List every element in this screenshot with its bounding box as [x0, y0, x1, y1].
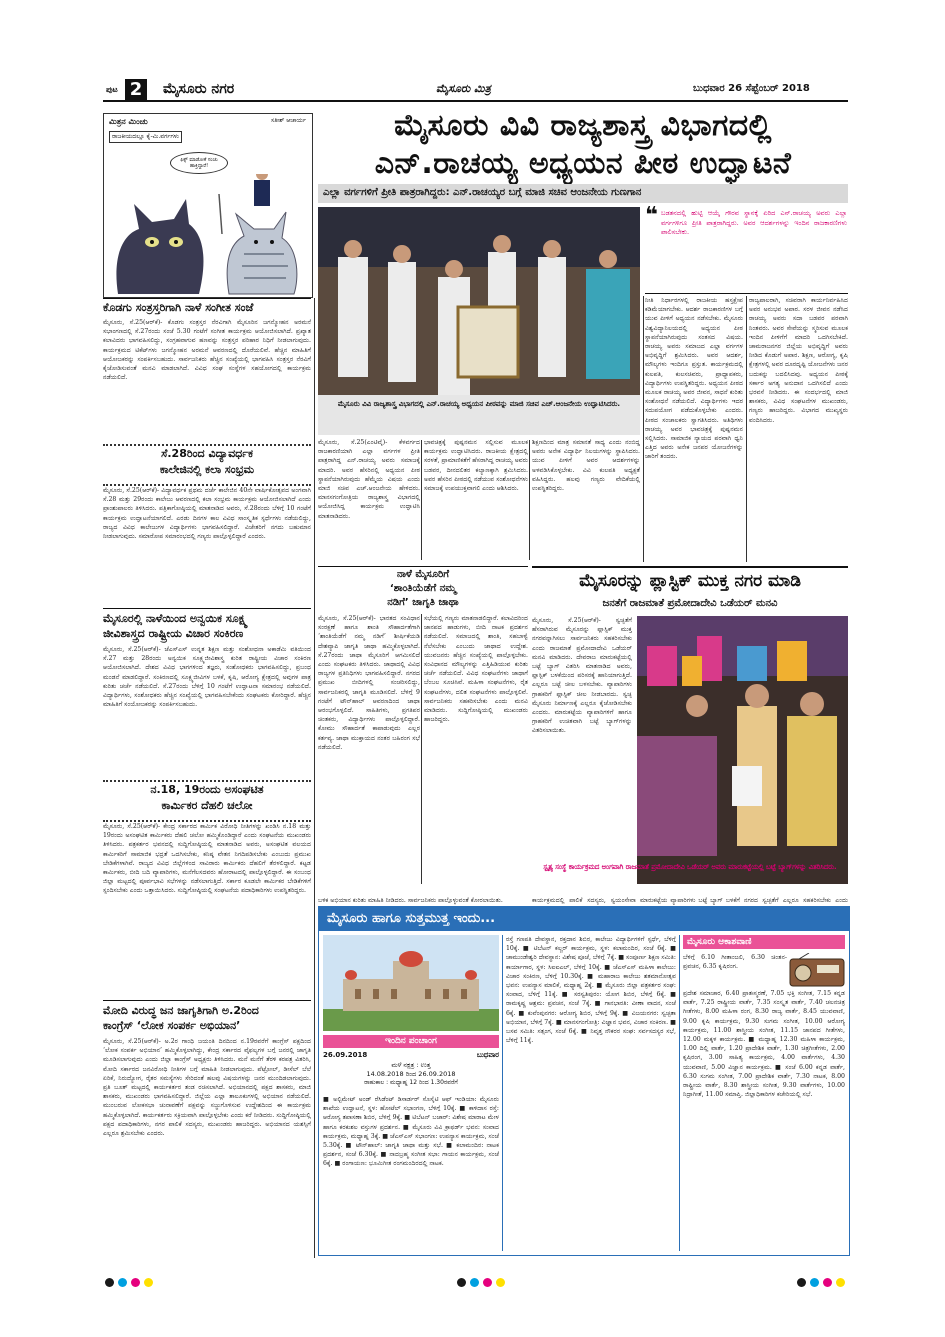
left-column-divider	[314, 298, 315, 1258]
registration-dot	[836, 1278, 845, 1287]
mid-article-body-1: ಮೈಸೂರು, ಸೆ.25(ಆರ್‌ಕೆ)- ಭಾರತದ ಸಂವಿಧಾನ ಸಂರಕ್ಷಣೆ ಹಾಗೂ ಶಾಂತಿ ಸೌಹಾರ್ದತೆಗಾಗಿ ‘ಶಾಂತಿಯೆಡೆಗೆ ನಮ್ಮ ನಡಿಗೆ’ ಶೀರ್ಷಿಕೆಯಡಿ ದೇಶವ್ಯಾಪಿ ಜಾಗೃತಿ ಜಾಥಾ ಹಮ್ಮಿಕೊಳ್ಳಲಾಗಿದೆ. ಸೆ.27ರಂದು ಜಾಥಾ ಮೈಸೂರಿಗೆ ಆಗಮಿಸಲಿದೆ ಎಂದು ಸಂಘಟಕರು ತಿಳಿಸಿದರು. ಜಾಥಾದಲ್ಲಿ ವಿವಿಧ ರಾಜ್ಯಗಳ ಪ್ರತಿನಿಧಿಗಳು ಭಾಗವಹಿಸಲಿದ್ದಾರೆ. ನಗರದ ಪ್ರಮುಖ ಬೀದಿಗಳಲ್ಲಿ ಸಂಚರಿಸಲಿದ್ದು, ಸಾರ್ವಜನಿಕರಲ್ಲಿ ಜಾಗೃತಿ ಮೂಡಿಸಲಿದೆ. ಬೆಳಿಗ್ಗೆ 9 ಗಂಟೆಗೆ ಟೌನ್‌ಹಾಲ್ ಆವರಣದಿಂದ ಜಾಥಾ ಆರಂಭಗೊಳ್ಳಲಿದೆ. ಸಾಹಿತಿಗಳು, ಪ್ರಗತಿಪರ ಚಿಂತಕರು, ವಿದ್ಯಾರ್ಥಿಗಳು ಪಾಲ್ಗೊಳ್ಳಲಿದ್ದಾರೆ. ಕೋಮು ಸೌಹಾರ್ದತೆ ಕಾಪಾಡುವುದು ಎಲ್ಲರ ಕರ್ತವ್ಯ. ಜಾಥಾ ಮುಕ್ತಾಯದ ನಂತರ ಬಹಿರಂಗ ಸಭೆ ನಡೆಯಲಿದೆ.	[318, 615, 420, 751]
registration-dot	[797, 1278, 806, 1287]
registration-dot	[144, 1278, 153, 1287]
registration-dot	[496, 1278, 505, 1287]
lead-col-divider-1	[421, 440, 422, 560]
radio-schedule-2: ಪ್ರದೇಶ ಸಮಾಚಾರ, 6.40 ಪ್ರಾತಃಸ್ಮರಣೆ, 7.05 ಭಕ್ತಿ ಸಂಗೀತ, 7.15 ಕನ್ನಡ ವಾರ್ತೆ, 7.25 ರಾಷ್ಟ್ರೀಯ ವಾರ್ತೆ, 7.35 ಸಂಸ್ಕೃತ ವಾರ್ತೆ, 7.40 ಚಲನಚಿತ್ರ ಗೀತೆಗಳು, 8.00 ಮಹಿಳಾ ರಂಗ, 8.30 ರಾಜ್ಯ ವಾರ್ತೆ, 8.45 ಯುವವಾಣಿ, 9.00 ಕೃಷಿ ಕಾರ್ಯಕ್ರಮ, 9.30 ಸುಗಮ ಸಂಗೀತ, 10.00 ಆರೋಗ್ಯ ಕಾರ್ಯಕ್ರಮ, 11.00 ಶಾಸ್ತ್ರೀಯ ಸಂಗೀತ, 11.15 ಜಾನಪದ ಗೀತೆಗಳು, 12.00 ಮಕ್ಕಳ ಕಾರ್ಯಕ್ರಮ. ■ ಮಧ್ಯಾಹ್ನ 12.30 ಮಹಿಳಾ ಕಾರ್ಯಕ್ರಮ, 1.00 ದಿಲ್ಲಿ ವಾರ್ತೆ, 1.20 ಪ್ರಾದೇಶಿಕ ವಾರ್ತೆ, 1.30 ಚಿತ್ರಗೀತೆಗಳು, 2.00 ಕೃಷಿರಂಗ, 3.00 ಸಾಹಿತ್ಯ ಕಾರ್ಯಕ್ರಮ, 4.00 ವಾರ್ತೆಗಳು, 4.30 ಯುವವಾಣಿ, 5.00 ವಿಜ್ಞಾನ ಕಾರ್ಯಕ್ರಮ. ■ ಸಂಜೆ 6.00 ಕನ್ನಡ ವಾರ್ತೆ, 6.30 ಸುಗಮ ಸಂಗೀತ, 7.00 ಪ್ರಾದೇಶಿಕ ವಾರ್ತೆ, 7.30 ನಾಟಕ, 8.00 ರಾಷ್ಟ್ರೀಯ ವಾರ್ತೆ, 8.30 ಶಾಸ್ತ್ರೀಯ ಸಂಗೀತ, 9.30 ವಾರ್ತೆಗಳು, 10.00 ನಿದ್ರಾಗೀತೆ, 11.00 ಸಮಾಪ್ತಿ. ಜಿಲ್ಲಾಧಿಕಾರಿಗಳ ಕಚೇರಿಯಲ್ಲಿ ಸಭೆ.	[683, 990, 845, 1099]
issue-date: ಬುಧವಾರ 26 ಸೆಪ್ಟೆಂಬರ್ 2018	[693, 83, 810, 94]
mid-article-title-3: ನಡಿಗೆ’ ಜಾಗೃತಿ ಜಾಥಾ	[387, 597, 459, 608]
lead-col-divider-4	[746, 296, 747, 562]
registration-dot	[823, 1278, 832, 1287]
lead-body-col-3: ಶಿಕ್ಷಣದಿಂದ ಮಾತ್ರ ಸಮಾನತೆ ಸಾಧ್ಯ ಎಂದು ನಂಬಿದ್ದ ಅವರು ಅನೇಕ ವಿದ್ಯಾರ್ಥಿ ನಿಲಯಗಳನ್ನು ಸ್ಥಾಪಿಸಿದರು. ಯುವ ಪೀಳಿಗೆ ಅವರ ಆದರ್ಶಗಳನ್ನು ಅಳವಡಿಸಿಕೊಳ್ಳಬೇಕು. ವಿವಿ ಕುಲಪತಿ ಅಧ್ಯಕ್ಷತೆ ವಹಿಸಿದ್ದರು. ಹಲವು ಗಣ್ಯರು ವೇದಿಕೆಯಲ್ಲಿ ಉಪಸ್ಥಿತರಿದ್ದರು.	[532, 439, 640, 493]
bubble-text: ಫಿಕ್ಸ್ ಮಾಡೋಕೆ ಸಂಚು ಹಾಕ್ತಿದ್ದಾರೆ!	[180, 157, 218, 169]
left-article-3-title-2: ಜೀವಿಶಾಸ್ತ್ರದ ರಾಷ್ಟ್ರೀಯ ವಿಚಾರ ಸಂಕಿರಣ	[103, 627, 244, 640]
mid-col-divider	[421, 614, 422, 884]
palace-photo	[323, 935, 499, 1031]
cartoon-box	[103, 113, 313, 298]
lead-body-col-1: ಮೈಸೂರು, ಸೆ.25(ಎಂಟಿವೈ)- ಕೆಳವರ್ಗದ ರಾಜಕಾರಣಿಯಾಗಿ ಎಲ್ಲಾ ವರ್ಗಗಳ ಪ್ರೀತಿ ಪಾತ್ರರಾಗಿದ್ದ ಎನ್.ರಾಚಯ್ಯ ಅವರು ಸಮಾಜಕ್ಕೆ ಮಾದರಿ. ಅವರ ಹೆಸರಿನಲ್ಲಿ ಅಧ್ಯಯನ ಪೀಠ ಸ್ಥಾಪನೆಯಾಗಿರುವುದು ಹೆಮ್ಮೆಯ ವಿಷಯ ಎಂದು ಮಾಜಿ ಸಚಿವ ಎಚ್.ಆಂಜನೇಯ ಹೇಳಿದರು. ಮಾನಸಗಂಗೋತ್ರಿಯ ರಾಜ್ಯಶಾಸ್ತ್ರ ವಿಭಾಗದಲ್ಲಿ ಆಯೋಜಿಸಿದ್ದ ಕಾರ್ಯಕ್ರಮ ಉದ್ಘಾಟಿಸಿ ಮಾತನಾಡಿದರು.	[318, 439, 420, 520]
registration-dot	[105, 1278, 114, 1287]
lead-body-col-2: ಭಾವಚಿತ್ರಕ್ಕೆ ಪುಷ್ಪನಮನ ಸಲ್ಲಿಸುವ ಮೂಲಕ ಕಾರ್ಯಕ್ರಮ ಉದ್ಘಾಟಿಸಿದರು. ರಾಜಕೀಯ ಕ್ಷೇತ್ರದಲ್ಲಿ ಸರಳತೆ, ಪ್ರಾಮಾಣಿಕತೆಗೆ ಹೆಸರಾಗಿದ್ದ ರಾಚಯ್ಯ ಅವರು ಬಡವರ, ದೀನದಲಿತರ ಕಲ್ಯಾಣಕ್ಕಾಗಿ ಶ್ರಮಿಸಿದರು. ಅವರ ಹೆಸರಿನ ಪೀಠದಲ್ಲಿ ನಡೆಯುವ ಸಂಶೋಧನೆಗಳು ಸಮಾಜಕ್ಕೆ ಉಪಯುಕ್ತವಾಗಲಿ ಎಂದು ಆಶಿಸಿದರು.	[424, 439, 528, 493]
lead-body-right-col-2: ರಾಜ್ಯಪಾಲರಾಗಿ, ಸಚಿವರಾಗಿ ಕಾರ್ಯನಿರ್ವಹಿಸಿದ ಅವರ ಅನುಭವ ಅಪಾರ. ಸರಳ ಜೀವನ ನಡೆಸಿದ ರಾಚಯ್ಯ ಅವರು ಸದಾ ಬಡವರ ಪರವಾಗಿ ನಿಂತವರು. ಅವರ ಸೇವೆಯನ್ನು ಸ್ಮರಿಸುವ ಮೂಲಕ ಇಂದಿನ ಪೀಳಿಗೆಗೆ ಮಾದರಿ ಒದಗಿಸಬೇಕಿದೆ. ಚಾಮರಾಜನಗರ ಜಿಲ್ಲೆಯ ಅಭಿವೃದ್ಧಿಗೆ ಅವರು ನೀಡಿದ ಕೊಡುಗೆ ಅಪಾರ. ಶಿಕ್ಷಣ, ಆರೋಗ್ಯ, ಕೃಷಿ ಕ್ಷೇತ್ರಗಳಲ್ಲಿ ಅವರ ದೂರದೃಷ್ಟಿ ಯೋಜನೆಗಳು ಜನರ ಬದುಕನ್ನು ಬದಲಿಸಿದವು. ಅಧ್ಯಯನ ಪೀಠಕ್ಕೆ ಸರ್ಕಾರ ಅಗತ್ಯ ಅನುದಾನ ಒದಗಿಸಲಿದೆ ಎಂದು ಭರವಸೆ ನೀಡಿದರು. ಈ ಸಂದರ್ಭದಲ್ಲಿ ಮಾಜಿ ಶಾಸಕರು, ವಿವಿಧ ಸಂಘಟನೆಗಳ ಮುಖಂಡರು, ಗಣ್ಯರು ಹಾಜರಿದ್ದರು. ವಿಭಾಗದ ಮುಖ್ಯಸ್ಥರು ವಂದಿಸಿದರು.	[749, 297, 848, 424]
today-banner-text: ಮೈಸೂರು ಹಾಗೂ ಸುತ್ತಮುತ್ತ ಇಂದು...	[327, 911, 496, 926]
left-article-2-title-2: ಕಾಲೇಜಿನಲ್ಲಿ ಕಲಾ ಸಂಭ್ರಮ	[159, 463, 255, 476]
strip-body-3: ನಗರದ ಸ್ವಚ್ಛತೆಗೆ ಎಲ್ಲರೂ ಸಹಕರಿಸಬೇಕು ಎಂದು	[744, 897, 848, 904]
registration-dot	[118, 1278, 127, 1287]
lead-quote-rule	[645, 293, 848, 294]
left-article-3-body: ಮೈಸೂರು, ಸೆ.25(ಆರ್‌ಕೆ)- ಜೆಎಸ್‌ಎಸ್ ಉನ್ನತ ಶಿಕ್ಷಣ ಮತ್ತು ಸಂಶೋಧನಾ ಅಕಾಡೆಮಿ ವತಿಯಿಂದ ಸೆ.27 ಮತ್ತು 28ರಂದು ಅನ್ವಯಿಕ ಸೂಕ್ಷ್ಮಜೀವಿಶಾಸ್ತ್ರ ಕುರಿತ ರಾಷ್ಟ್ರೀಯ ವಿಚಾರ ಸಂಕಿರಣ ಆಯೋಜಿಸಲಾಗಿದೆ. ದೇಶದ ವಿವಿಧ ಭಾಗಗಳಿಂದ ತಜ್ಞರು, ಸಂಶೋಧಕರು ಭಾಗವಹಿಸಲಿದ್ದು, ಪ್ರಬಂಧ ಮಂಡನೆ ಮಾಡಲಿದ್ದಾರೆ. ಸಂಕಿರಣದಲ್ಲಿ ಸೂಕ್ಷ್ಮಜೀವಿಗಳ ಬಳಕೆ, ಕೃಷಿ, ಆರೋಗ್ಯ ಕ್ಷೇತ್ರದಲ್ಲಿ ಅವುಗಳ ಪಾತ್ರ ಕುರಿತು ಚರ್ಚೆ ನಡೆಯಲಿದೆ. ಸೆ.27ರಂದು ಬೆಳಿಗ್ಗೆ 10 ಗಂಟೆಗೆ ಉದ್ಘಾಟನಾ ಸಮಾರಂಭ ನಡೆಯಲಿದೆ. ವಿದ್ಯಾರ್ಥಿಗಳು, ಸಂಶೋಧಕರು ಹೆಚ್ಚಿನ ಸಂಖ್ಯೆಯಲ್ಲಿ ಭಾಗವಹಿಸಬೇಕೆಂದು ಸಂಘಟಕರು ಕೋರಿದ್ದಾರೆ. ಹೆಚ್ಚಿನ ಮಾಹಿತಿಗೆ ಸಂಯೋಜಕರನ್ನು ಸಂಪರ್ಕಿಸಬಹುದು.	[103, 646, 311, 709]
palace-illustration	[323, 935, 499, 1031]
footer-dots-center	[455, 1272, 507, 1291]
left-article-1-body: ಮೈಸೂರು, ಸೆ.25(ಆರ್‌ಕೆ)- ಕೊಡಗು ಸಂತ್ರಸ್ತರ ನೆರವಿಗಾಗಿ ಮೈಸೂರಿನ ಜಗನ್ಮೋಹನ ಅರಮನೆ ಸಭಾಂಗಣದಲ್ಲಿ ಸೆ.27ರಂದು ಸಂಜೆ 5.30 ಗಂಟೆಗೆ ಸಂಗೀತ ಕಾರ್ಯಕ್ರಮ ಆಯೋಜಿಸಲಾಗಿದೆ. ಪ್ರಖ್ಯಾತ ಕಲಾವಿದರು ಭಾಗವಹಿಸಲಿದ್ದು, ಸಂಗ್ರಹವಾಗುವ ಹಣವನ್ನು ಸಂತ್ರಸ್ತರ ಪರಿಹಾರ ನಿಧಿಗೆ ನೀಡಲಾಗುವುದು. ಕಾರ್ಯಕ್ರಮದ ಟಿಕೆಟ್‌ಗಳು ಜಗನ್ಮೋಹನ ಅರಮನೆ ಆವರಣದಲ್ಲಿ ದೊರೆಯಲಿವೆ. ಹೆಚ್ಚಿನ ಮಾಹಿತಿಗೆ ಆಯೋಜಕರನ್ನು ಸಂಪರ್ಕಿಸಬಹುದು. ಸಾರ್ವಜನಿಕರು ಹೆಚ್ಚಿನ ಸಂಖ್ಯೆಯಲ್ಲಿ ಭಾಗವಹಿಸಿ ಸಂತ್ರಸ್ತರ ನೆರವಿಗೆ ಕೈಜೋಡಿಸುವಂತೆ ಮನವಿ ಮಾಡಲಾಗಿದೆ. ವಿವಿಧ ಸಂಘ ಸಂಸ್ಥೆಗಳ ಸಹಯೋಗದಲ್ಲಿ ಕಾರ್ಯಕ್ರಮ ನಡೆಯಲಿದೆ.	[103, 319, 311, 382]
radio-schedule: ಬೆಳಿಗ್ಗೆ 6.10 ಗೀತಾಂಜಲಿ, 6.30 ಚಿಂತನ-ಪ್ರವಚನ, 6.35 ಕೃಷಿರಂಗ.	[683, 954, 787, 971]
cartoon-caption: ರಾಜಕೀಯದಲ್ಲೂ ಕೈ-ಮಿ.ವರ್ಗಗಳು	[109, 131, 182, 143]
left-article-1-title: ಕೊಡಗು ಸಂತ್ರಸ್ತರಿಗಾಗಿ ನಾಳೆ ಸಂಗೀತ ಸಂಜೆ	[103, 301, 254, 314]
lead-headline-line-2: ಎನ್.ರಾಚಯ್ಯ ಅಧ್ಯಯನ ಪೀಠ ಉದ್ಘಾಟನೆ	[374, 146, 792, 181]
left-article-4-box	[103, 780, 311, 822]
masthead: ಮೈಸೂರು ಮಿತ್ರ	[436, 82, 491, 95]
today-events-col-2: ರಸ್ತೆ ಗಣಪತಿ ದೇವಸ್ಥಾನ, ರಕ್ತದಾನ ಶಿಬಿರ, ಕಾಲೇಜು ವಿದ್ಯಾರ್ಥಿಗಳಿಗೆ ಸ್ಪರ್ಧೆ, ಬೆಳಿಗ್ಗೆ 10ಕ್ಕೆ. ■ ಟಿಬೆಟನ್ ಕಲ್ಚರ್ ಕಾರ್ಯಕ್ರಮ, ಸ್ಥಳ: ಕಲಾಮಂದಿರ, ಸಂಜೆ 6ಕ್ಕೆ. ■ ಚಾಮುಂಡೇಶ್ವರಿ ದೇವಸ್ಥಾನ: ವಿಶೇಷ ಪೂಜೆ, ಬೆಳಿಗ್ಗೆ 7ಕ್ಕೆ. ■ ಸಂಪೂರ್ಣ ಶಿಕ್ಷಣ ಸಮಿತಿ: ಕಾರ್ಯಾಗಾರ, ಸ್ಥಳ: ಸಿಐಐಎಲ್, ಬೆಳಿಗ್ಗೆ 10ಕ್ಕೆ. ■ ಜೆಎಸ್‌ಎಸ್ ಮಹಿಳಾ ಕಾಲೇಜು: ವಿಚಾರ ಸಂಕಿರಣ, ಬೆಳಿಗ್ಗೆ 10.30ಕ್ಕೆ. ■ ಮಹಾರಾಜ ಕಾಲೇಜು ಶತಮಾನೋತ್ಸವ ಭವನ: ಉಪನ್ಯಾಸ ಮಾಲಿಕೆ, ಮಧ್ಯಾಹ್ನ 2ಕ್ಕೆ. ■ ಮೈಸೂರು ಜಿಲ್ಲಾ ಪತ್ರಕರ್ತರ ಸಂಘ: ಸಂವಾದ, ಬೆಳಿಗ್ಗೆ 11ಕ್ಕೆ. ■ ಸರಸ್ವತಿಪುರಂ: ಯೋಗ ಶಿಬಿರ, ಬೆಳಿಗ್ಗೆ 6ಕ್ಕೆ. ■ ರಾಮಕೃಷ್ಣ ಆಶ್ರಮ: ಪ್ರವಚನ, ಸಂಜೆ 7ಕ್ಕೆ. ■ ಗಾನಭಾರತಿ: ವೀಣಾ ವಾದನ, ಸಂಜೆ 6ಕ್ಕೆ. ■ ಕುವೆಂಪುನಗರ: ಆರೋಗ್ಯ ಶಿಬಿರ, ಬೆಳಿಗ್ಗೆ 9ಕ್ಕೆ. ■ ವಿಜಯನಗರ: ಸ್ವಚ್ಛತಾ ಅಭಿಯಾನ, ಬೆಳಿಗ್ಗೆ 7ಕ್ಕೆ. ■ ಮಾನಸಗಂಗೋತ್ರಿ: ವಿಜ್ಞಾನ ಭವನ, ವಿಚಾರ ಸಂಕಿರಣ. ■ ಬಸವ ಸಮಿತಿ: ಸತ್ಸಂಗ, ಸಂಜೆ 6ಕ್ಕೆ. ■ ನಿವೃತ್ತ ನೌಕರರ ಸಂಘ: ಸರ್ವಸದಸ್ಯರ ಸಭೆ, ಬೆಳಿಗ್ಗೆ 11ಕ್ಕೆ.	[506, 936, 676, 1045]
cartoon-drawing	[104, 174, 312, 296]
section-title: ಮೈಸೂರು ನಗರ	[163, 81, 235, 97]
lead-subhead	[318, 184, 848, 203]
left-rule-5	[103, 1000, 311, 1001]
lead-headline	[318, 108, 848, 182]
cartoon-artist: ಸತೀಶ್ ಆಚಾರ್ಯ	[271, 117, 306, 124]
rahukala: ರಾಹುಕಾಲ : ಮಧ್ಯಾಹ್ನ 12 ರಿಂದ 1.30ರವರೆಗೆ	[364, 1079, 458, 1086]
lead-quote-text: ಬಡತನದಲ್ಲಿ ಹುಟ್ಟಿ ಆಯ್ಕೆ ಗೌರವ ಸ್ಥಾನಕ್ಕೆ ಏರಿದ ಎನ್.ರಾಚಯ್ಯ ಅವರು ಎಲ್ಲಾ ವರ್ಗಗಳಿಗೂ ಪ್ರೀತಿ ಪಾತ್ರರಾಗಿದ್ದರು. ಅವರ ಆದರ್ಶಗಳನ್ನು ಇಂದಿನ ರಾಜಕಾರಣಿಗಳು ಪಾಲಿಸಬೇಕು.	[661, 209, 847, 236]
left-rule-1	[103, 298, 311, 299]
lead-quote-box	[645, 203, 848, 291]
left-article-5-title-2: ಕಾಂಗ್ರೆಸ್ ‘ಲೋಕ ಸಂಪರ್ಕ ಅಭಿಯಾನ’	[103, 1019, 241, 1032]
mid-article-body-2: ಸಭೆಯಲ್ಲಿ ಗಣ್ಯರು ಮಾತನಾಡಲಿದ್ದಾರೆ. ಕಲಾವಿದರಿಂದ ಜಾನಪದ ಹಾಡುಗಳು, ಬೀದಿ ನಾಟಕ ಪ್ರದರ್ಶನ ನಡೆಯಲಿದೆ. ಸಮಾಜದಲ್ಲಿ ಶಾಂತಿ, ಸಹಬಾಳ್ವೆ ನೆಲೆಸಬೇಕು ಎಂಬುದು ಜಾಥಾದ ಉದ್ದೇಶ. ಯುವಜನರು ಹೆಚ್ಚಿನ ಸಂಖ್ಯೆಯಲ್ಲಿ ಪಾಲ್ಗೊಳ್ಳಬೇಕು. ಸಂವಿಧಾನದ ಮೌಲ್ಯಗಳನ್ನು ಎತ್ತಿಹಿಡಿಯುವ ಕುರಿತು ಚರ್ಚೆ ನಡೆಯಲಿದೆ. ವಿವಿಧ ಸಂಘಟನೆಗಳು ಜಾಥಾಗೆ ಬೆಂಬಲ ಸೂಚಿಸಿವೆ. ಮಹಿಳಾ ಸಂಘಟನೆಗಳು, ರೈತ ಸಂಘಟನೆಗಳು, ದಲಿತ ಸಂಘಟನೆಗಳು ಪಾಲ್ಗೊಳ್ಳಲಿವೆ. ಸಾರ್ವಜನಿಕರು ಸಹಕರಿಸಬೇಕು ಎಂದು ಮನವಿ ಮಾಡಿದರು. ಸುದ್ದಿಗೋಷ್ಠಿಯಲ್ಲಿ ಮುಖಂಡರು ಹಾಜರಿದ್ದರು.	[424, 615, 528, 724]
mid-article-title-1: ನಾಳೆ ಮೈಸೂರಿಗೆ	[396, 569, 450, 580]
mid-strip-body: ಬಳಿಕ ಅಭಿಯಾನ ಕುರಿತು ಮಾಹಿತಿ ನೀಡಿದರು. ಸಾರ್ವಜನಿಕರು ಪಾಲ್ಗೊಳ್ಳುವಂತೆ ಕೋರಲಾಯಿತು.	[318, 897, 503, 904]
radio-title: ಮೈಸೂರು ಆಕಾಶವಾಣಿ	[687, 937, 752, 947]
strip-body-2: ಮಾರುಕಟ್ಟೆಯ ವ್ಯಾಪಾರಿಗಳು ಬಟ್ಟೆ ಬ್ಯಾಗ್ ಬಳಕೆಗೆ	[640, 897, 740, 904]
nakshatra: ಮಳೆ ನಕ್ಷತ್ರ : ಉತ್ತ	[391, 1061, 431, 1069]
footer-dots-right	[795, 1272, 847, 1291]
left-article-5-title: ಮೋದಿ ವಿರುದ್ಧ ಜನ ಜಾಗೃತಿಗಾಗಿ ಅ.2ರಿಂದ	[103, 1004, 259, 1017]
registration-dot	[470, 1278, 479, 1287]
page-number-box	[103, 80, 153, 100]
today-events-col-1: ■ ಅಲ್ಟಿಮೇಟ್ ಅಂಡ್ ರೆಸಿಡೆಂಟ್ ಡಿಸಾರ್ಡರ್ ಸೊಸೈಟಿ ಆಫ್ ಇಂಡಿಯಾ: ಮೈಸೂರು ಶಾಖೆಯ ಉದ್ಘಾಟನೆ, ಸ್ಥಳ: ಹೋಟೆಲ್ ಸಭಾಂಗಣ, ಬೆಳಿಗ್ಗೆ 10ಕ್ಕೆ. ■ ಕಾಳಿದಾಸ ರಸ್ತೆ: ಆರೋಗ್ಯ ತಪಾಸಣಾ ಶಿಬಿರ, ಬೆಳಿಗ್ಗೆ 9ಕ್ಕೆ. ■ ಟಿಬೆಟನ್ ಬಜಾರ್: ವಿಶೇಷ ಮಾರಾಟ ಮೇಳ ಹಾಗೂ ಕರಕುಶಲ ವಸ್ತುಗಳ ಪ್ರದರ್ಶನ. ■ ಮೈಸೂರು ವಿವಿ ಕ್ರಾಫರ್ಡ್ ಭವನ: ಸಂವಾದ ಕಾರ್ಯಕ್ರಮ, ಮಧ್ಯಾಹ್ನ 3ಕ್ಕೆ. ■ ಜೆಎಸ್‌ಎಸ್ ಸಭಾಂಗಣ: ಉಪನ್ಯಾಸ ಕಾರ್ಯಕ್ರಮ, ಸಂಜೆ 5.30ಕ್ಕೆ. ■ ಟೌನ್‌ಹಾಲ್: ಜಾಗೃತಿ ಜಾಥಾ ಮತ್ತು ಸಭೆ. ■ ಕಲಾಮಂದಿರ: ನಾಟಕ ಪ್ರದರ್ಶನ, ಸಂಜೆ 6.30ಕ್ಕೆ. ■ ನಾದಬ್ರಹ್ಮ ಸಂಗೀತ ಸಭಾ: ಗಾಯನ ಕಾರ್ಯಕ್ರಮ, ಸಂಜೆ 6ಕ್ಕೆ. ■ ರಂಗಾಯಣ: ಭೂಮಿಗೀತ ರಂಗಮಂದಿರದಲ್ಲಿ ನಾಟಕ.	[323, 1096, 499, 1168]
registration-dot	[457, 1278, 466, 1287]
footer-dots-left	[103, 1272, 155, 1291]
panchanga-day: ಬುಧವಾರ	[476, 1051, 499, 1059]
panchanga-title-bar	[323, 1035, 499, 1048]
lead-subhead-text: ಎಲ್ಲಾ ವರ್ಗಗಳಿಗೆ ಪ್ರೀತಿ ಪಾತ್ರರಾಗಿದ್ದರು: ಎನ್.ರಾಚಯ್ಯರ ಬಗ್ಗೆ ಮಾಜಿ ಸಚಿವ ಆಂಜನೇಯ ಗುಣಗಾನ	[323, 187, 642, 198]
radio-header	[683, 935, 845, 949]
plastic-subhead: ಜನತೆಗೆ ರಾಜಮಾತೆ ಪ್ರಮೋದಾದೇವಿ ಒಡೆಯರ್ ಮನವಿ	[602, 598, 778, 609]
plastic-headline-box	[532, 566, 848, 594]
panchanga-title: ಇಂದಿನ ಪಂಚಾಂಗ	[385, 1036, 437, 1046]
cartoon-title: ಮಿತ್ರನ ಮಿಂಚು	[109, 117, 148, 126]
lead-body-right-col-1: ನೀತಿ ನಿರ್ಧಾರಗಳಲ್ಲಿ ರಾಜಕೀಯ ಹಸ್ತಕ್ಷೇಪ ಕಡಿಮೆಯಾಗಬೇಕು. ಆದರ್ಶ ರಾಜಕಾರಣಿಗಳ ಬಗ್ಗೆ ಯುವ ಪೀಳಿಗೆ ಅಧ್ಯಯನ ನಡೆಸಬೇಕು. ಮೈಸೂರು ವಿಶ್ವವಿದ್ಯಾನಿಲಯದಲ್ಲಿ ಅಧ್ಯಯನ ಪೀಠ ಸ್ಥಾಪನೆಯಾಗಿರುವುದು ಸಂತಸದ ವಿಷಯ. ರಾಚಯ್ಯ ಅವರು ಸಮಾಜದ ಎಲ್ಲಾ ವರ್ಗಗಳ ಅಭಿವೃದ್ಧಿಗೆ ಶ್ರಮಿಸಿದರು. ಅವರ ಆದರ್ಶ, ಮೌಲ್ಯಗಳು ಇಂದಿಗೂ ಪ್ರಸ್ತುತ. ಕಾರ್ಯಕ್ರಮದಲ್ಲಿ ಕುಲಪತಿ, ಕುಲಸಚಿವರು, ಪ್ರಾಧ್ಯಾಪಕರು, ವಿದ್ಯಾರ್ಥಿಗಳು ಉಪಸ್ಥಿತರಿದ್ದರು. ಅಧ್ಯಯನ ಪೀಠದ ಮೂಲಕ ರಾಚಯ್ಯ ಅವರ ಜೀವನ, ಸಾಧನೆ ಕುರಿತು ಸಂಶೋಧನೆ ನಡೆಯಲಿದೆ. ವಿದ್ಯಾರ್ಥಿಗಳು ಇದರ ಸದುಪಯೋಗ ಪಡೆದುಕೊಳ್ಳಬೇಕು ಎಂದರು. ಪೀಠದ ಸಂಚಾಲಕರು ಸ್ವಾಗತಿಸಿದರು. ಅತಿಥಿಗಳು ರಾಚಯ್ಯ ಅವರ ಭಾವಚಿತ್ರಕ್ಕೆ ಪುಷ್ಪನಮನ ಸಲ್ಲಿಸಿದರು. ಸಾಮಾಜಿಕ ನ್ಯಾಯದ ಪರವಾಗಿ ಧ್ವನಿ ಎತ್ತಿದ ಅವರು ಅನೇಕ ಜನಪರ ಯೋಜನೆಗಳನ್ನು ಜಾರಿಗೆ ತಂದರು.	[645, 297, 743, 461]
plastic-caption-text: ಸ್ಟೃತ್ಯ ಸಂಸ್ಥೆ ಕಾರ್ಯಕ್ರಮದ ಅಂಗವಾಗಿ ರಾಜಮಾತೆ ಪ್ರಮೋದಾದೇವಿ ಒಡೆಯರ್ ಅವರು ಮಾರುಕಟ್ಟೆಯಲ್ಲಿ ಬಟ್ಟೆ ಬ್ಯಾಗ್‌ಗಳನ್ನು ವಿತರಿಸಿದರು.	[543, 863, 837, 871]
plastic-headline: ಮೈಸೂರನ್ನು ಪ್ಲಾಸ್ಟಿಕ್ ಮುಕ್ತ ನಗರ ಮಾಡಿ	[579, 571, 801, 591]
left-article-5-body: ಮೈಸೂರು, ಸೆ.25(ಆರ್‌ಕೆ)- ಅ.2ರ ಗಾಂಧಿ ಜಯಂತಿ ದಿನದಿಂದ ನ.19ರವರೆಗೆ ಕಾಂಗ್ರೆಸ್ ಪಕ್ಷದಿಂದ ‘ಲೋಕ ಸಂಪರ್ಕ ಅಭಿಯಾನ’ ಹಮ್ಮಿಕೊಳ್ಳಲಾಗಿದ್ದು, ಕೇಂದ್ರ ಸರ್ಕಾರದ ವೈಫಲ್ಯಗಳ ಬಗ್ಗೆ ಜನರಲ್ಲಿ ಜಾಗೃತಿ ಮೂಡಿಸಲಾಗುವುದು ಎಂದು ಜಿಲ್ಲಾ ಕಾಂಗ್ರೆಸ್ ಅಧ್ಯಕ್ಷರು ತಿಳಿಸಿದರು. ಮನೆ ಮನೆಗೆ ತೆರಳಿ ಕರಪತ್ರ ವಿತರಿಸಿ, ಮೋದಿ ಸರ್ಕಾರದ ಜನವಿರೋಧಿ ನೀತಿಗಳ ಬಗ್ಗೆ ಮಾಹಿತಿ ನೀಡಲಾಗುವುದು. ಪೆಟ್ರೋಲ್, ಡೀಸೆಲ್ ಬೆಲೆ ಏರಿಕೆ, ನಿರುದ್ಯೋಗ, ರೈತರ ಸಮಸ್ಯೆಗಳು ಸೇರಿದಂತೆ ಹಲವು ವಿಷಯಗಳನ್ನು ಜನರ ಮುಂದಿಡಲಾಗುವುದು. ಪ್ರತಿ ಬೂತ್ ಮಟ್ಟದಲ್ಲಿ ಕಾರ್ಯಕರ್ತರ ತಂಡ ರಚಿಸಲಾಗಿದೆ. ಅಭಿಯಾನದಲ್ಲಿ ಪಕ್ಷದ ಶಾಸಕರು, ಮಾಜಿ ಶಾಸಕರು, ಮುಖಂಡರು ಭಾಗವಹಿಸಲಿದ್ದಾರೆ. ಜಿಲ್ಲೆಯ ಎಲ್ಲಾ ತಾಲೂಕುಗಳಲ್ಲಿ ಅಭಿಯಾನ ನಡೆಯಲಿದೆ. ಮುಂಬರುವ ಲೋಕಸಭಾ ಚುನಾವಣೆಗೆ ಪಕ್ಷವನ್ನು ಸಜ್ಜುಗೊಳಿಸುವ ಉದ್ದೇಶದಿಂದ ಈ ಕಾರ್ಯಕ್ರಮ ಹಮ್ಮಿಕೊಳ್ಳಲಾಗಿದೆ. ಕಾರ್ಯಕರ್ತರು ಸಕ್ರಿಯವಾಗಿ ಪಾಲ್ಗೊಳ್ಳಬೇಕು ಎಂದು ಕರೆ ನೀಡಿದರು. ಸುದ್ದಿಗೋಷ್ಠಿಯಲ್ಲಿ ಪಕ್ಷದ ಪದಾಧಿಕಾರಿಗಳು, ನಗರ ಪಾಲಿಕೆ ಸದಸ್ಯರು, ಮುಖಂಡರು ಹಾಜರಿದ್ದರು. ಅಭಿಯಾನದ ಯಶಸ್ಸಿಗೆ ಎಲ್ಲರೂ ಶ್ರಮಿಸಬೇಕು ಎಂದರು.	[103, 1038, 311, 1138]
left-article-3-title: ಮೈಸೂರಲ್ಲಿ ನಾಳೆಯಿಂದ ಅನ್ವಯಿಕ ಸೂಕ್ಷ್ಮ	[103, 612, 248, 625]
left-article-2-body: ಮೈಸೂರು, ಸೆ.25(ಆರ್‌ಕೆ)- ವಿದ್ಯಾವರ್ಧಕ ಪ್ರಥಮ ದರ್ಜೆ ಕಾಲೇಜಿನ 40ನೇ ವಾರ್ಷಿಕೋತ್ಸವದ ಅಂಗವಾಗಿ ಸೆ.28 ಮತ್ತು 29ರಂದು ಕಾಲೇಜು ಆವರಣದಲ್ಲಿ ಕಲಾ ಸಂಭ್ರಮ ಕಾರ್ಯಕ್ರಮ ಆಯೋಜಿಸಲಾಗಿದೆ ಎಂದು ಪ್ರಾಂಶುಪಾಲರು ತಿಳಿಸಿದರು. ಪತ್ರಿಕಾಗೋಷ್ಠಿಯಲ್ಲಿ ಮಾತನಾಡಿದ ಅವರು, ಸೆ.28ರಂದು ಬೆಳಿಗ್ಗೆ 10 ಗಂಟೆಗೆ ಕಾರ್ಯಕ್ರಮ ಉದ್ಘಾಟನೆಯಾಗಲಿದೆ. ಎರಡು ದಿನಗಳ ಕಾಲ ವಿವಿಧ ಸಾಂಸ್ಕೃತಿಕ ಸ್ಪರ್ಧೆಗಳು ನಡೆಯಲಿದ್ದು, ರಾಜ್ಯದ ವಿವಿಧ ಕಾಲೇಜುಗಳ ವಿದ್ಯಾರ್ಥಿಗಳು ಭಾಗವಹಿಸಲಿದ್ದಾರೆ. ವಿಜೇತರಿಗೆ ನಗದು ಬಹುಮಾನ ನೀಡಲಾಗುವುದು. ಸಮಾರೋಪ ಸಮಾರಂಭದಲ್ಲಿ ಗಣ್ಯರು ಪಾಲ್ಗೊಳ್ಳಲಿದ್ದಾರೆ ಎಂದರು.	[103, 487, 311, 541]
registration-dot	[810, 1278, 819, 1287]
quote-mark-icon: ❝	[645, 203, 658, 228]
registration-dot	[483, 1278, 492, 1287]
left-rule-3	[103, 608, 311, 609]
lead-headline-line-1: ಮೈಸೂರು ವಿವಿ ರಾಜ್ಯಶಾಸ್ತ್ರ ವಿಭಾಗದಲ್ಲಿ	[394, 108, 772, 143]
lead-photo-caption-text: ಮೈಸೂರು ವಿವಿ ರಾಜ್ಯಶಾಸ್ತ್ರ ವಿಭಾಗದಲ್ಲಿ ಎನ್.ರಾಚಯ್ಯ ಅಧ್ಯಯನ ಪೀಠವನ್ನು ಮಾಜಿ ಸಚಿವ ಎಚ್.ಆಂಜನೇಯ ಉದ್ಘಾಟಿಸಿದರು.	[337, 400, 621, 408]
lead-col-divider-3	[643, 296, 644, 562]
plastic-body-1: ಮೈಸೂರು, ಸೆ.25(ಆರ್‌ಕೆ)- ಸ್ವಚ್ಛತೆಗೆ ಹೆಸರಾಗಿರುವ ಮೈಸೂರನ್ನು ಪ್ಲಾಸ್ಟಿಕ್ ಮುಕ್ತ ನಗರವನ್ನಾಗಿಸಲು ಸಾರ್ವಜನಿಕರು ಸಹಕರಿಸಬೇಕು ಎಂದು ರಾಜಮಾತೆ ಪ್ರಮೋದಾದೇವಿ ಒಡೆಯರ್ ಮನವಿ ಮಾಡಿದರು. ದೇವರಾಜ ಮಾರುಕಟ್ಟೆಯಲ್ಲಿ ಬಟ್ಟೆ ಬ್ಯಾಗ್ ವಿತರಿಸಿ ಮಾತನಾಡಿದ ಅವರು, ಪ್ಲಾಸ್ಟಿಕ್ ಬಳಕೆಯಿಂದ ಪರಿಸರಕ್ಕೆ ಹಾನಿಯಾಗುತ್ತಿದೆ. ಎಲ್ಲರೂ ಬಟ್ಟೆ ಚೀಲ ಬಳಸಬೇಕು. ವ್ಯಾಪಾರಿಗಳು ಗ್ರಾಹಕರಿಗೆ ಪ್ಲಾಸ್ಟಿಕ್ ಚೀಲ ನೀಡಬಾರದು. ಸ್ವಚ್ಛ ಮೈಸೂರು ನಿರ್ಮಾಣಕ್ಕೆ ಎಲ್ಲರೂ ಕೈಜೋಡಿಸಬೇಕು ಎಂದರು. ಮಾರುಕಟ್ಟೆಯ ವ್ಯಾಪಾರಿಗಳಿಗೆ ಹಾಗೂ ಗ್ರಾಹಕರಿಗೆ ಉಚಿತವಾಗಿ ಬಟ್ಟೆ ಬ್ಯಾಗ್‌ಗಳನ್ನು ವಿತರಿಸಲಾಯಿತು.	[532, 617, 632, 735]
strip-body-1: ಕಾರ್ಯಕ್ರಮದಲ್ಲಿ ಪಾಲಿಕೆ ಸದಸ್ಯರು, ಸ್ವಯಂಸೇವಾ	[532, 897, 636, 904]
left-article-2-box	[103, 444, 311, 486]
panchanga-date: 26.09.2018	[323, 1051, 368, 1059]
today-box	[318, 906, 850, 1256]
today-divider-2	[679, 935, 680, 1251]
panchanga-box	[323, 1035, 499, 1091]
lead-photo	[318, 207, 640, 435]
lead-col-divider-2	[529, 440, 530, 560]
mid-article-title-2: ‘ಶಾಂತಿಯೆಡೆಗೆ ನಮ್ಮ	[389, 583, 457, 594]
page-label: ಪುಟ	[106, 85, 118, 94]
page-number: 2	[125, 79, 147, 101]
mid-rule	[318, 566, 528, 567]
lead-photo-caption	[318, 395, 640, 435]
left-article-2-title: ಸೆ.28ರಿಂದ ವಿದ್ಯಾವರ್ಧಕ	[161, 447, 253, 460]
today-divider-1	[502, 935, 503, 1251]
left-article-4-body: ಮೈಸೂರು, ಸೆ.25(ಆರ್‌ಕೆ)- ಕೇಂದ್ರ ಸರ್ಕಾರದ ಕಾರ್ಮಿಕ ವಿರೋಧಿ ನೀತಿಗಳನ್ನು ಖಂಡಿಸಿ ನ.18 ಮತ್ತು 19ರಂದು ಅಸಂಘಟಿತ ಕಾರ್ಮಿಕರು ದೆಹಲಿ ಚಲೋ ಹಮ್ಮಿಕೊಂಡಿದ್ದಾರೆ ಎಂದು ಸಂಘಟನೆಯ ಮುಖಂಡರು ತಿಳಿಸಿದರು. ಪತ್ರಕರ್ತರ ಭವನದಲ್ಲಿ ಸುದ್ದಿಗೋಷ್ಠಿಯಲ್ಲಿ ಮಾತನಾಡಿದ ಅವರು, ಅಸಂಘಟಿತ ವಲಯದ ಕಾರ್ಮಿಕರಿಗೆ ಸಾಮಾಜಿಕ ಭದ್ರತೆ ಒದಗಿಸಬೇಕು, ಕನಿಷ್ಠ ವೇತನ ನಿಗದಿಪಡಿಸಬೇಕು ಎಂಬುದು ಪ್ರಮುಖ ಬೇಡಿಕೆಗಳಾಗಿವೆ. ರಾಜ್ಯದ ವಿವಿಧ ಜಿಲ್ಲೆಗಳಿಂದ ಸಾವಿರಾರು ಕಾರ್ಮಿಕರು ದೆಹಲಿಗೆ ತೆರಳಲಿದ್ದಾರೆ. ಕಟ್ಟಡ ಕಾರ್ಮಿಕರು, ಬೀದಿ ಬದಿ ವ್ಯಾಪಾರಿಗಳು, ಮನೆಗೆಲಸದವರು ಹೋರಾಟದಲ್ಲಿ ಪಾಲ್ಗೊಳ್ಳಲಿದ್ದಾರೆ. ಈ ಸಂಬಂಧ ಜಿಲ್ಲಾ ಮಟ್ಟದಲ್ಲಿ ಪೂರ್ವಭಾವಿ ಸಭೆಗಳನ್ನು ನಡೆಸಲಾಗುತ್ತಿದೆ. ಸರ್ಕಾರ ಕೂಡಲೇ ಕಾರ್ಮಿಕರ ಬೇಡಿಕೆಗಳಿಗೆ ಸ್ಪಂದಿಸಬೇಕು ಎಂದು ಒತ್ತಾಯಿಸಿದರು. ಸುದ್ದಿಗೋಷ್ಠಿಯಲ್ಲಿ ಸಂಘಟನೆಯ ಪದಾಧಿಕಾರಿಗಳು ಉಪಸ್ಥಿತರಿದ್ದರು.	[103, 823, 311, 895]
left-article-4-title: ನ.18, 19ರಂದು ಅಸಂಘಟಿತ	[150, 783, 264, 796]
page-header	[103, 80, 848, 102]
plastic-caption-box	[532, 858, 848, 894]
plastic-photo	[637, 616, 848, 884]
nakshatra-dates: 14.08.2018 ರಿಂದ 26.09.2018	[366, 1070, 456, 1078]
radio-icon	[789, 953, 845, 987]
plastic-photo-scene	[637, 616, 848, 884]
registration-dot	[131, 1278, 140, 1287]
speech-bubble	[170, 152, 228, 174]
today-banner	[319, 907, 849, 931]
left-article-4-title-2: ಕಾರ್ಮಿಕರ ದೆಹಲಿ ಚಲೋ	[161, 799, 253, 812]
